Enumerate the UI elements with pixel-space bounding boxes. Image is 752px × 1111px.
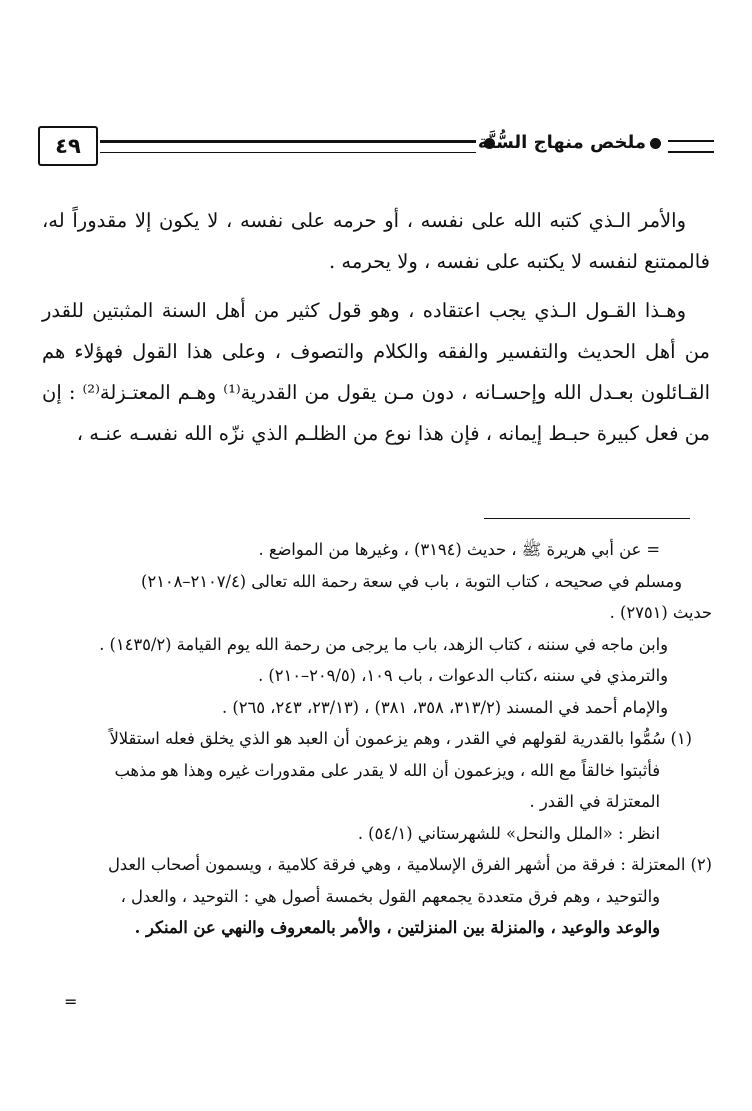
- footnote-line: حديث (٢٧٥١) .: [609, 603, 712, 622]
- footnote-line: فأثبتوا خالقاً مع الله ، ويزعمون أن الله لا يقدر على مقدورات غيره وهذا هو مذهب: [114, 760, 660, 780]
- header-rule-right: [668, 140, 714, 153]
- continuation-mark: =: [64, 992, 78, 1011]
- running-title: ملخص منهاج السُّنَّة: [477, 132, 646, 153]
- page-header: [38, 126, 714, 170]
- footnote-line: انظر : «الملل والنحل» للشهرستاني (٥٤/١) .: [357, 823, 660, 843]
- footnote-line: والتوحيد ، وهم فرق متعددة يجمعهم القول بخمسة أصول هي : التوحيد ، والعدل ،: [120, 886, 660, 906]
- footnote-line: والوعد والوعيد ، والمنزلة بين المنزلتين ، والأمر بالمعروف والنهي عن المنكر .: [134, 918, 660, 937]
- footnote-line: (٢) المعتزلة : فرقة من أشهر الفرق الإسلامية ، وهي فرقة كلامية ، ويسمون أصحاب العدل: [107, 855, 712, 874]
- page-number: ٤٩: [38, 126, 98, 166]
- paragraph: والأمر الـذي كتبه الله على نفسه ، أو حرمه على نفسه ، لا يكون إلا مقدوراً له، فالممتنع لنفسه لا يكتبه على نفسه ، ولا يحرمه .: [42, 209, 710, 273]
- footnotes: [40, 534, 712, 944]
- footnote-line: = عن أبي هريرة ﷺ ، حديث (٣١٩٤) ، وغيرها من المواضع .: [258, 540, 660, 559]
- footnote-line: المعتزلة في القدر .: [529, 792, 660, 811]
- bullet-icon: [650, 138, 661, 149]
- footnote-line: ومسلم في صحيحه ، كتاب التوبة ، باب في سعة رحمة الله تعالى (٢١٠٧/٤–٢١٠٨): [141, 571, 682, 591]
- footnote-line: وابن ماجه في سننه ، كتاب الزهد، باب ما يرجى من رحمة الله يوم القيامة (١٤٣٥/٢) .: [99, 634, 668, 654]
- header-rule-left: [100, 140, 476, 153]
- footnote-line: والترمذي في سننه ،كتاب الدعوات ، باب ١٠٩، (٢٠٩/٥–٢١٠) .: [258, 666, 668, 685]
- footnote-line: والإمام أحمد في المسند (٣١٣/٢، ٣٥٨، ٣٨١) ، (٢٣/١٣، ٢٤٣، ٢٦٥) .: [222, 697, 668, 717]
- main-text: [42, 200, 710, 462]
- footnote-line: (١) سُمُّوا بالقدرية لقولهم في القدر ، وهم يزعمون أن العبد هو الذي يخلق فعله استقلالاً: [109, 729, 692, 748]
- paragraph: وهـذا القـول الـذي يجب اعتقاده ، وهو قول كثير من أهل السنة المثبتين للقدر من أهل الحديث والتفسير والفقه والكلام والتصوف ، وعلى هذا القول فهؤلاء هم القـائلون بعـدل الله وإحسـانه ، دون مـن يقول من القدرية⁽¹⁾ وهـم المعتـزلة⁽²⁾ : إن من فعل كبيرة حبـط إيمانه ، فإن هذا نوع من الظلـم الذي نزّه الله نفسـه عنـه ،: [42, 299, 710, 445]
- footnote-separator: [484, 518, 690, 519]
